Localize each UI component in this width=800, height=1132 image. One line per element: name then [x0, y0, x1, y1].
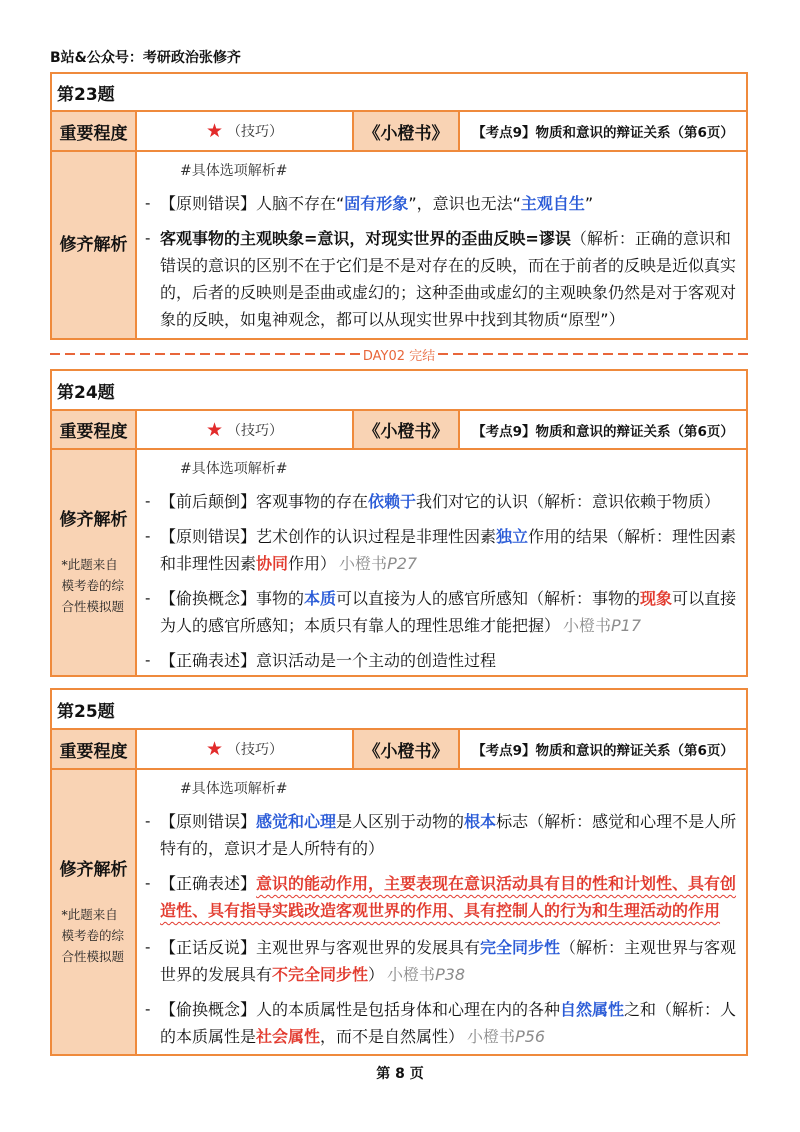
- option-text: （解析：主观世界与客观: [560, 938, 737, 957]
- emphasis-keyword-blue: 完全同步性: [480, 938, 561, 957]
- option-text: 【正确表述】意识活动是一个主动的创造性过程: [160, 651, 497, 670]
- question-block-23: [50, 72, 748, 340]
- topic-cell: [460, 730, 746, 768]
- question-title: 第24题: [57, 382, 115, 403]
- reference-book: 小橙书: [563, 616, 612, 635]
- option-line: [160, 279, 736, 306]
- option-item: [137, 934, 736, 988]
- option-line: [160, 612, 736, 639]
- option-line: [160, 488, 736, 515]
- emphasis-underlined-red: 意识的能动作用，主要表现在意识活动具有目的性和计划性、具有创: [256, 874, 737, 893]
- day-divider: [50, 344, 748, 364]
- option-text: 之和（解析：人: [624, 1000, 737, 1019]
- analysis-content: [137, 770, 742, 1054]
- topic-cell: [460, 411, 746, 448]
- emphasis-keyword-red: 社会属性: [256, 1027, 321, 1046]
- emphasis-keyword-blue: 主观自生: [520, 194, 585, 213]
- emphasis-keyword-red: 现象: [640, 589, 673, 608]
- option-text: 【原则错误】人脑不存在“: [160, 194, 345, 213]
- analysis-label: 修齐解析: [59, 235, 128, 255]
- emphasis-keyword-blue: 根本: [464, 812, 497, 831]
- emphasis-keyword-blue: 自然属性: [560, 1000, 625, 1019]
- option-line: [160, 585, 736, 612]
- option-line: [160, 306, 736, 333]
- option-item: [137, 523, 736, 577]
- option-line: [160, 252, 736, 279]
- option-text: 【偷换概念】事物的: [160, 589, 305, 608]
- topic-cell: [460, 112, 746, 150]
- bullet-dash: -: [145, 874, 151, 892]
- option-text: 【偷换概念】人的本质属性是包括身体和心理在内的各种: [160, 1000, 561, 1019]
- option-text: 可以直接: [672, 589, 737, 608]
- emphasis-keyword-blue: 固有形象: [344, 194, 409, 213]
- question-meta-row: [52, 411, 746, 450]
- page-number: 第 8 页: [376, 1066, 424, 1082]
- star-icon: ★: [205, 418, 224, 441]
- option-text: （解析：正确的意识和: [570, 229, 731, 248]
- option-text: 的，后者的反映则是歪曲或虚幻的；这种歪曲或虚幻的主观映象仍然是对于客观对: [160, 283, 737, 302]
- emphasis-keyword-red: 不完全同步性: [272, 965, 369, 984]
- importance-rating: [137, 411, 354, 448]
- analysis-row: [52, 450, 746, 675]
- topic-label: 【考点9】物质和意识的辩证关系（第6页）: [472, 125, 734, 141]
- option-line: [160, 550, 736, 577]
- importance-rating: [137, 730, 354, 768]
- option-line: [160, 996, 736, 1023]
- emphasis-keyword-blue: 独立: [496, 527, 529, 546]
- option-text: 【原则错误】: [160, 812, 257, 831]
- importance-note: （技巧）: [227, 422, 284, 439]
- bullet-dash: -: [145, 651, 151, 669]
- section-title: #具体选项解析#: [180, 781, 288, 797]
- bullet-dash: -: [145, 527, 151, 545]
- question-title: 第23题: [57, 84, 115, 105]
- book-label: 《小橙书》: [354, 112, 460, 150]
- importance-label: 重要程度: [52, 112, 137, 150]
- option-text: 为人的感官所感知；本质只有靠人的理性思维才能把握）: [160, 616, 561, 635]
- option-item: [137, 996, 736, 1050]
- option-line: [160, 190, 736, 217]
- question-block-25: [50, 688, 748, 1056]
- option-text: ”，意识也无法“: [408, 194, 521, 213]
- option-text: ）: [368, 965, 385, 984]
- section-title: #具体选项解析#: [180, 461, 288, 477]
- option-text: 错误的意识的区别不在于它们是不是对存在的反映，而在于前者的反映是近似真实: [160, 256, 737, 275]
- topic-label: 【考点9】物质和意识的辩证关系（第6页）: [472, 743, 734, 759]
- option-line: [160, 1023, 736, 1050]
- source-credit: B站&公众号：考研政治张修齐: [50, 50, 241, 66]
- analysis-label: 修齐解析: [59, 510, 128, 530]
- reference-book: 小橙书: [387, 965, 436, 984]
- emphasis-keyword-blue: 感觉和心理: [256, 812, 337, 831]
- bullet-dash: -: [145, 812, 151, 830]
- analysis-note: *此题来自模考卷的综合性模拟题: [61, 557, 125, 614]
- option-item: [137, 585, 736, 639]
- option-text: ，而不是自然属性）: [320, 1027, 465, 1046]
- option-line: [160, 225, 736, 252]
- option-text: 象的反映，如鬼神观念，都可以从现实世界中找到其物质“原型”）: [160, 310, 625, 329]
- reference-book: 小橙书: [339, 554, 388, 573]
- option-line: [160, 835, 736, 862]
- analysis-row: [52, 770, 746, 1054]
- book-label: 《小橙书》: [354, 730, 460, 768]
- analysis-cell: [52, 770, 137, 1054]
- analysis-content: [137, 450, 742, 675]
- star-icon: ★: [205, 120, 224, 142]
- question-meta-row: [52, 112, 746, 152]
- importance-label: 重要程度: [52, 730, 137, 768]
- importance-note: （技巧）: [227, 124, 284, 140]
- bullet-dash: -: [145, 589, 151, 607]
- option-text: ”: [584, 194, 594, 213]
- reference-page: P27: [387, 554, 418, 573]
- importance-label: 重要程度: [52, 411, 137, 448]
- analysis-note: *此题来自模考卷的综合性模拟题: [61, 906, 125, 964]
- importance-rating: [137, 112, 354, 150]
- emphasis-keyword-red: 协同: [256, 554, 289, 573]
- section-title: #具体选项解析#: [180, 163, 288, 179]
- option-text: 的本质属性是: [160, 1027, 257, 1046]
- bullet-dash: -: [145, 938, 151, 956]
- option-text: 可以直接为人的感官所感知（解析：事物的: [336, 589, 641, 608]
- emphasis-keyword-blue: 本质: [304, 589, 337, 608]
- bullet-dash: -: [145, 194, 151, 212]
- option-item: [137, 488, 736, 515]
- question-block-24: [50, 369, 748, 677]
- option-text: 和非理性因素: [160, 554, 257, 573]
- star-icon: ★: [205, 738, 224, 760]
- analysis-row: [52, 152, 746, 338]
- importance-note: （技巧）: [227, 742, 284, 758]
- option-text: 特有的，意识才是人所特有的）: [160, 839, 385, 858]
- question-title: 第25题: [57, 701, 115, 722]
- option-line: [160, 934, 736, 961]
- question-title-row: [52, 371, 746, 411]
- question-meta-row: [52, 730, 746, 770]
- book-label: 《小橙书》: [354, 411, 460, 448]
- option-line: [160, 897, 736, 924]
- bullet-dash: -: [145, 229, 151, 247]
- option-item: [137, 190, 736, 217]
- option-text: 【原则错误】艺术创作的认识过程是非理性因素: [160, 527, 497, 546]
- option-line: [160, 647, 736, 674]
- reference-page: P38: [435, 965, 466, 984]
- analysis-cell: [52, 152, 137, 338]
- option-item: [137, 647, 736, 674]
- question-title-row: [52, 74, 746, 112]
- option-text: 【正话反说】主观世界与客观世界的发展具有: [160, 938, 481, 957]
- topic-label: 【考点9】物质和意识的辩证关系（第6页）: [472, 423, 734, 440]
- option-item: [137, 808, 736, 862]
- divider-dash-right: [438, 353, 748, 355]
- reference-page: P56: [515, 1027, 546, 1046]
- option-text: 标志（解析：感觉和心理不是人所: [496, 812, 737, 831]
- question-title-row: [52, 690, 746, 730]
- emphasis-keyword-blue: 依赖于: [368, 492, 417, 511]
- option-text: 是人区别于动物的: [336, 812, 465, 831]
- option-text: 作用）: [288, 554, 337, 573]
- option-text: 作用的结果（解析：理性因素: [528, 527, 737, 546]
- analysis-content: [137, 152, 742, 338]
- bullet-dash: -: [145, 1000, 151, 1018]
- option-item: [137, 870, 736, 924]
- option-text: 我们对它的认识（解析：意识依赖于物质）: [416, 492, 721, 511]
- option-line: [160, 870, 736, 897]
- option-item: [137, 225, 736, 333]
- bullet-dash: -: [145, 492, 151, 510]
- reference-page: P17: [611, 616, 642, 635]
- option-line: [160, 808, 736, 835]
- option-text: 世界的发展具有: [160, 965, 273, 984]
- analysis-cell: [52, 450, 137, 675]
- option-text: 【前后颠倒】客观事物的存在: [160, 492, 369, 511]
- emphasis-bold: 客观事物的主观映象=意识，对现实世界的歪曲反映=谬误: [160, 229, 571, 248]
- option-line: [160, 523, 736, 550]
- analysis-label: 修齐解析: [59, 859, 128, 880]
- reference-book: 小橙书: [467, 1027, 516, 1046]
- option-line: [160, 961, 736, 988]
- divider-label: DAY02 完结: [362, 348, 436, 364]
- emphasis-underlined-red: 造性、具有指导实践改造客观世界的作用、具有控制人的行为和生理活动的作用: [160, 901, 721, 920]
- option-text: 【正确表述】: [160, 874, 257, 893]
- divider-dash-left: [50, 353, 360, 355]
